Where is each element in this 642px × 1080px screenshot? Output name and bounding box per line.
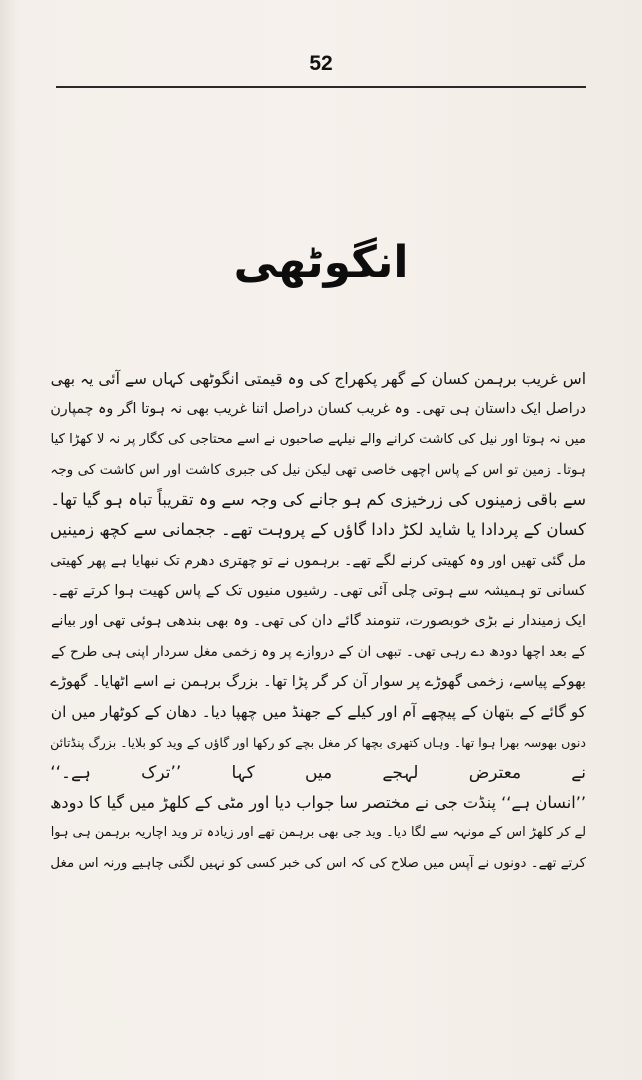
text-line: بھوکے پیاسے، زخمی گھوڑے پر سوار آن کر گر پڑا تھا۔ بزرگ برہمن نے اسے اٹھایا۔ گھوڑے xyxy=(50,672,586,690)
text-line: سے باقی زمینوں کی زرخیزی کم ہو جانے کی وجہ سے وہ تقریباً تباہ ہو گیا تھا۔ xyxy=(50,490,586,510)
paragraph xyxy=(50,788,586,879)
text-line: ایک زمیندار نے بڑی خوبصورت، تنومند گائے دان کی تھی۔ وہ بھی بندھی ہوئی تھی اور بیانے xyxy=(50,613,586,630)
text-line: کسانی تو ہمیشہ سے ہوتی چلی آئی تھی۔ رشیوں منیوں تک کے پاس کھیت ہوا کرتے تھے۔ xyxy=(50,583,586,600)
text-line: ہوتا۔ زمین تو اس کے پاس اچھی خاصی تھی لیکن نیل کی جبری کاشت اور اس کاشت کی وجہ xyxy=(50,461,586,478)
text-line: مل گئی تھیں اور وہ کھیتی کرنے لگے تھے۔ برہموں نے تو چھتری دھرم تک نبھایا ہے پھر کھیتی xyxy=(50,552,586,569)
text-line: نے معترض لہجے میں کہا ’’ترک ہے۔‘‘ xyxy=(50,762,586,783)
paragraph xyxy=(50,364,586,515)
text-line: کو گائے کے بتھان کے پیچھے آم اور کیلے کے جھنڈ میں چھپا دیا۔ دھان کے کوٹھار میں ان xyxy=(50,703,586,722)
paragraph xyxy=(50,606,586,788)
text-line: دنوں بھوسہ بھرا ہوا تھا۔ وہاں کتھری بچھا کر مغل بچے کو رکھا اور گاؤں کے وید کو بلایا۔ بزرگ پنڈتائن xyxy=(50,734,586,750)
text-line: کرتے تھے۔ دونوں نے آپس میں صلاح کی کہ اس کی خبر کسی کو نہیں لگنی چاہیے ورنہ اس مغل xyxy=(50,855,586,871)
text-line: کے بعد اچھا دودھ دے رہی تھی۔ تبھی ان کے دروازے پر وہ زخمی مغل سردار اپنی ہی طرح کے xyxy=(50,643,586,660)
text-line: ’’انسان ہے‘‘ پنڈت جی نے مختصر سا جواب دیا اور مٹی کے کلھڑ میں گیا کا دودھ xyxy=(50,793,586,813)
text-line: میں نہ ہوتا اور نیل کی کاشت کرانے والے نیلہے صاحبوں نے اسے محتاجی کی کگار پر نہ لا کھڑا کیا xyxy=(50,431,586,447)
text-line: لے کر کلھڑ اس کے مونہہ سے لگا دیا۔ وید جی بھی برہمن تھے اور زیادہ تر وید اچاریہ برہمن ہی ہوا xyxy=(50,825,586,841)
paragraph xyxy=(50,515,586,606)
body-text xyxy=(50,364,586,879)
text-line: اس غریب برہمن کسان کے گھر پکھراج کی وہ قیمتی انگوٹھی کہاں سے آئی یہ بھی xyxy=(50,370,586,388)
text-line: دراصل ایک داستان ہی تھی۔ وہ غریب کسان دراصل اتنا غریب بھی نہ ہوتا اگر وہ چمپارن xyxy=(50,401,586,418)
chapter-title: انگوٹھی xyxy=(233,237,409,288)
header-rule xyxy=(56,86,586,88)
text-line: کسان کے پردادا یا شاید لکڑ دادا گاؤں کے پروہت تھے۔ ججمانی سے کچھ زمینیں xyxy=(50,520,586,540)
page-number: 52 xyxy=(309,52,333,75)
